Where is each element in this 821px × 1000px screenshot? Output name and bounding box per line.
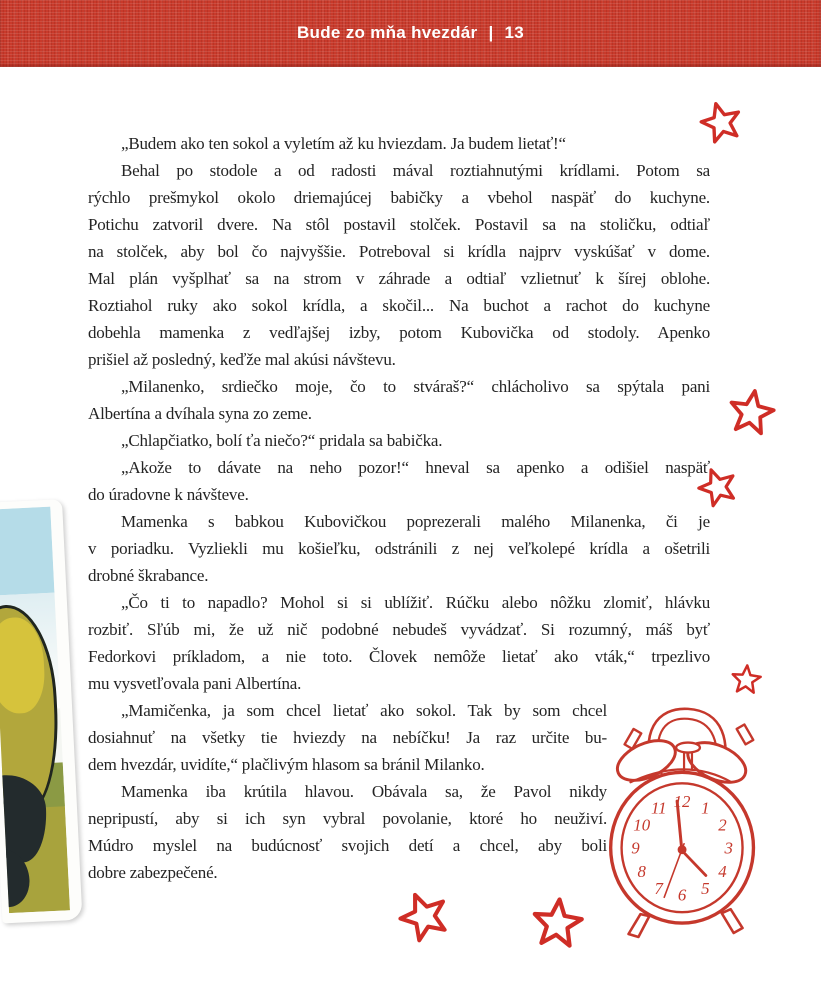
clock-number: 3 [724, 838, 733, 858]
text-line: dem hvezdár, uvidíte,“ plačlivým hlasom sa bránil Milanko. [88, 755, 485, 774]
text-line: Potichu zatvoril dvere. Na stôl postavil stolček. Postavil sa na stoličku, odtiaľ [88, 215, 710, 234]
text-line: Mamenka iba krútila hlavou. Obávala sa, že Pavol nikdy [121, 782, 607, 801]
clock-number: 9 [631, 838, 640, 858]
star-icon [384, 877, 465, 958]
clock-button-cap [676, 743, 700, 753]
text-line: Behal po stodole a od radosti mával roztiahnutými krídlami. Potom sa [121, 161, 710, 180]
star-outline [698, 99, 745, 144]
clock-right-leg [722, 909, 743, 933]
text-line: dobre zabezpečené. [88, 863, 218, 882]
clock-number: 11 [650, 798, 667, 818]
clock-number: 1 [701, 798, 710, 818]
text-line: „Akože to dávate na neho pozor!“ hneval sa apenko a odišiel naspäť [121, 458, 710, 477]
text-line: v poriadku. Vyzliekli mu košieľku, odstránili z nej veľkolepé krídla a ošetrili [88, 539, 710, 558]
star-icon [717, 379, 784, 446]
clock-number: 12 [673, 792, 691, 812]
text-line: rozbiť. Sľúb mi, že už nič podobné nebudeš vyvádzať. Si rozumný, máš byť [88, 620, 710, 639]
text-line: dobehla mamenka z vedľajšej izby, potom Kubovička od stodoly. Apenko [88, 323, 710, 342]
text-line: mu vysvetľovala pani Albertína. [88, 674, 302, 693]
text-line: na stolček, aby bol čo najvyššie. Potreboval si krídla najprv vyskúšať v dome. [88, 242, 710, 261]
text-line: Albertína a dvíhala syna zo zeme. [88, 404, 312, 423]
text-line: nepripustí, aby si ich syn vybral povolanie, ktoré ho neuživí. [88, 809, 607, 828]
clock-number: 5 [701, 879, 710, 899]
text-line: Mamenka s babkou Kubovičkou poprezerali malého Milanenka, či je [121, 512, 710, 531]
clock-number: 2 [718, 815, 727, 835]
star-icon [725, 659, 766, 700]
header-divider: | [488, 23, 494, 42]
clock-right-post [737, 724, 754, 744]
clock-left-leg [629, 914, 650, 937]
text-line: „Mamičenka, ja som chcel lietať ako sokol. Tak by som chcel [121, 701, 607, 720]
text-line: Mal plán vyšplhať sa na strom v záhrade a odtiaľ vzlietnuť k šírej oblohe. [88, 269, 710, 288]
text-line: do úradovne k návšteve. [88, 485, 249, 504]
illustration-tree-highlight [0, 616, 46, 715]
star-icon [522, 889, 592, 959]
text-line: prišiel až posledný, keďže mal akúsi návštevu. [88, 350, 396, 369]
text-line: drobné škrabance. [88, 566, 209, 585]
text-line: „Budem ako ten sokol a vyletím až ku hviezdam. Ja budem lietať!“ [121, 134, 566, 153]
chapter-title: Bude zo mňa hvezdár [296, 23, 478, 42]
clock-number: 7 [654, 879, 663, 899]
illustration-sky [0, 507, 54, 596]
alarm-clock-icon [600, 697, 780, 935]
star-outline [694, 463, 740, 508]
text-line: rýchlo prešmykol okolo driemajúcej babičky a vbehol naspäť do kuchyne. [88, 188, 710, 207]
text-line: „Čo ti to napadlo? Mohol si si ublížiť. Rúčku alebo nôžku zlomiť, hlávku [121, 593, 710, 612]
clock-number: 8 [637, 861, 646, 881]
page-header [0, 0, 821, 67]
star-outline [394, 886, 453, 944]
page-number: 13 [504, 23, 525, 42]
text-line: dosiahnuť na všetky tie hviezdy na nebíčku! Ja raz určite bu- [88, 728, 607, 747]
text-line: „Chlapčiatko, bolí ťa niečo?“ pridala sa babička. [121, 431, 443, 450]
clock-number: 10 [633, 815, 651, 835]
text-line: „Milanenko, srdiečko moje, čo to stváraš?“ chlácholivo sa spýtala pani [121, 377, 710, 396]
text-line: Múdro myslel na budúcnosť svojich detí a chcel, aby boli [88, 836, 607, 855]
clock-number: 6 [677, 885, 687, 905]
clock-number: 4 [718, 861, 727, 881]
text-line: Roztiahol ruky ako sokol krídla, a skočil... Na buchot a rachot do kuchyne [88, 296, 710, 315]
star-outline [532, 897, 584, 947]
text-line: Fedorkovi príkladom, a nie toto. Človek nemôže lietať ako vták,“ trpezlivo [88, 647, 710, 666]
star-outline [731, 664, 761, 693]
clock-center-pin [678, 845, 687, 854]
running-head [0, 23, 821, 43]
illustration-photo [0, 507, 70, 913]
star-outline [727, 387, 776, 435]
left-edge-illustration [0, 499, 82, 923]
